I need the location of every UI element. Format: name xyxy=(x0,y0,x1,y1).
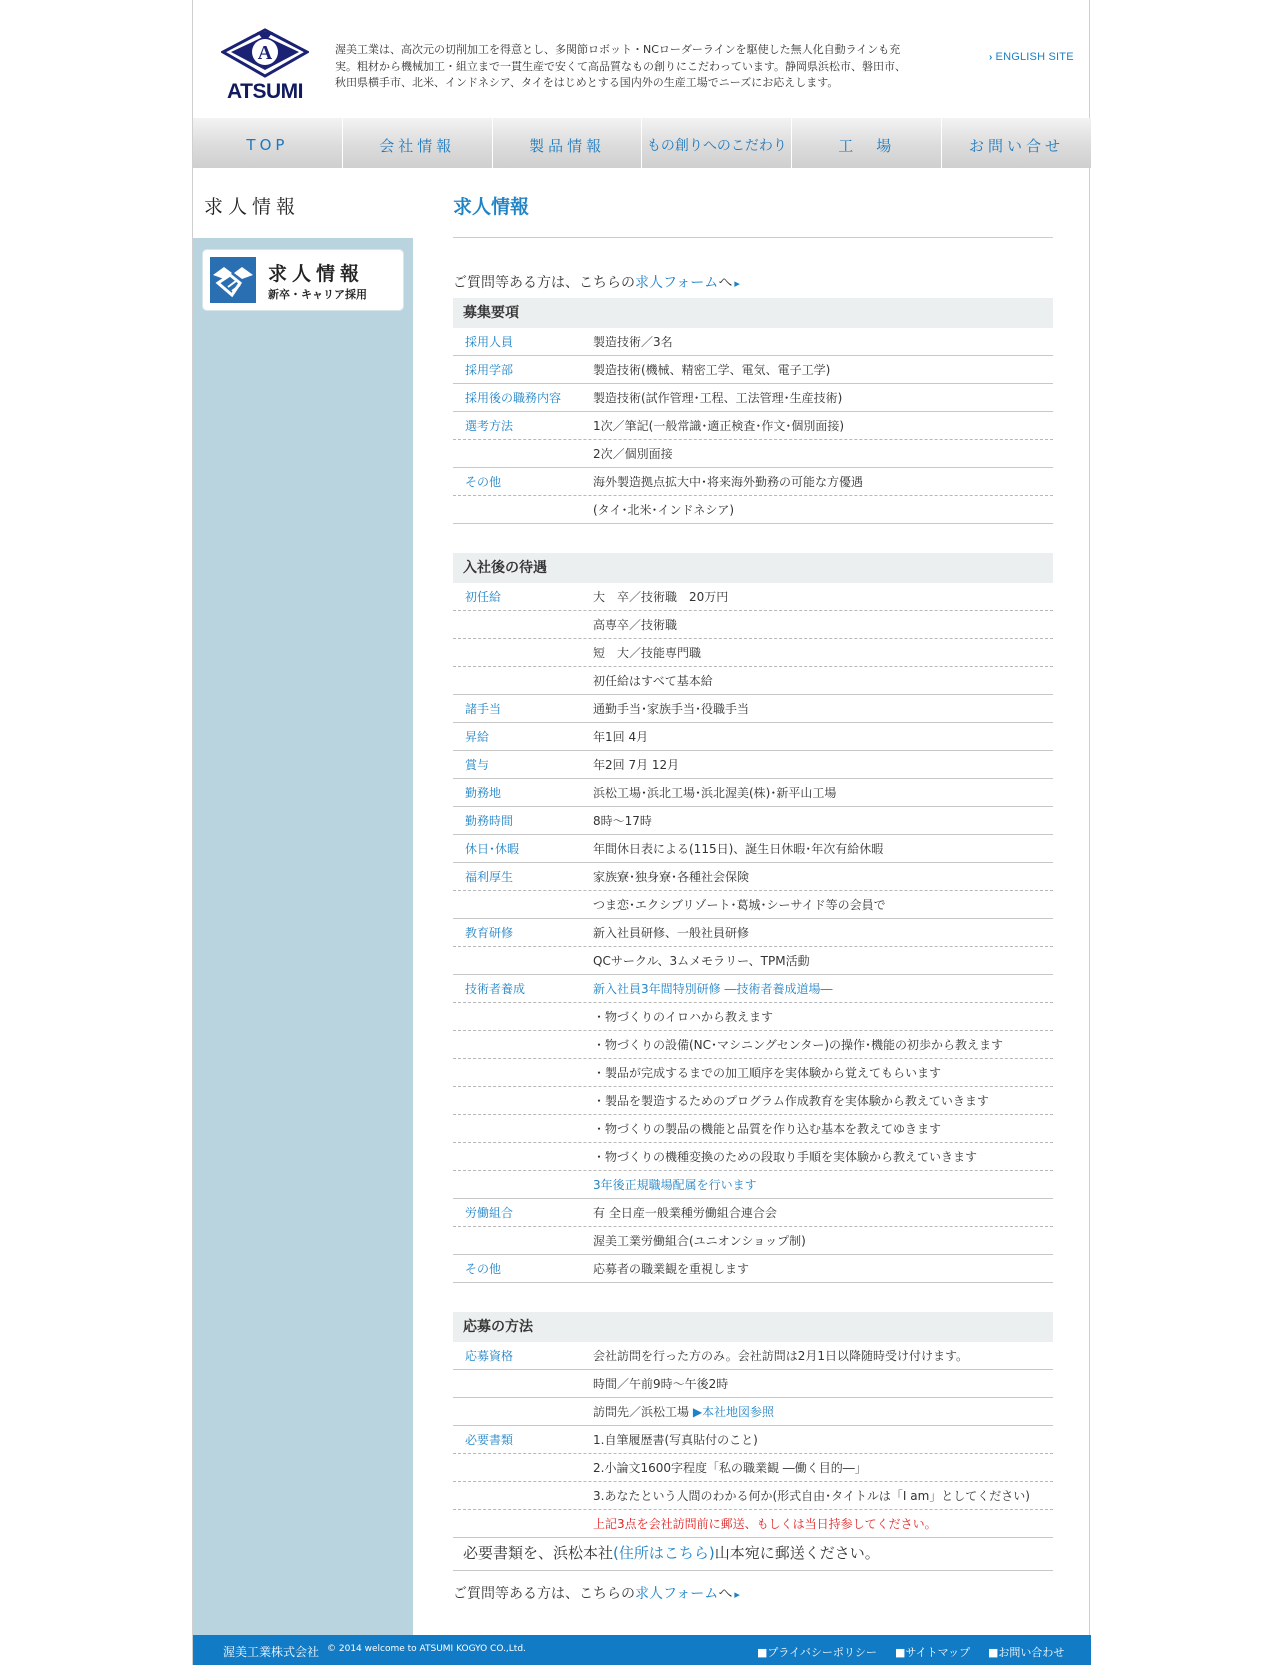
table-row xyxy=(453,496,1053,524)
footer-copyright: © 2014 welcome to ATSUMI KOGYO CO.,Ltd. xyxy=(327,1644,526,1654)
row-value-text: 会社訪問を行った方のみ。会社訪問は2月1日以降随時受け付けます。 xyxy=(593,1349,969,1363)
table-row xyxy=(453,1426,1053,1454)
table-row xyxy=(453,1171,1053,1199)
row-value-text: 3.あなたという人間のわかる何か(形式自由･タイトルは「I am」としてください) xyxy=(593,1489,1030,1503)
table-row xyxy=(453,328,1053,356)
address-link[interactable]: (住所はこちら) xyxy=(613,1544,715,1562)
row-value-text: 浜松工場･浜北工場･浜北渥美(株)･新平山工場 xyxy=(593,786,837,800)
row-value-text: ・物づくりの設備(NC･マシニングセンター)の操作･機能の初歩から教えます xyxy=(593,1038,1004,1052)
row-value xyxy=(593,588,1053,605)
row-value-text: ・物づくりの機種変換のための段取り手順を実体験から教えていきます xyxy=(593,1150,978,1164)
row-value xyxy=(593,1036,1053,1053)
row-value xyxy=(593,1232,1053,1249)
footer-sitemap-link[interactable]: ■サイトマップ xyxy=(895,1646,971,1659)
table-row xyxy=(453,1031,1053,1059)
row-value xyxy=(593,1375,1053,1392)
row-value-text: 通勤手当･家族手当･役職手当 xyxy=(593,702,750,716)
nav-top[interactable]: TOP xyxy=(193,118,343,168)
table-row xyxy=(453,1342,1053,1370)
table-row xyxy=(453,639,1053,667)
recruit-form-link[interactable]: 求人フォーム xyxy=(635,275,719,291)
table-row xyxy=(453,583,1053,611)
arrow-right-icon: ▸ xyxy=(734,1588,740,1601)
table-row xyxy=(453,695,1053,723)
row-value-text: 高専卒／技術職 xyxy=(593,618,678,632)
section-title: 入社後の待遇 xyxy=(453,553,1053,583)
table-row xyxy=(453,1087,1053,1115)
row-value xyxy=(593,445,1053,462)
row-value-text: 有 全日産一般業種労働組合連合会 xyxy=(593,1206,777,1220)
row-value xyxy=(593,361,1053,378)
recruit-banner-title: 求人情報 xyxy=(268,263,365,285)
row-value xyxy=(593,896,1053,913)
row-value-text: 大 卒／技術職 20万円 xyxy=(593,590,729,604)
row-value-text: 応募者の職業観を重視します xyxy=(593,1262,750,1276)
table-row xyxy=(453,1115,1053,1143)
row-value-text: 年2回 7月 12月 xyxy=(593,758,680,772)
row-value-text: 2次／個別面接 xyxy=(593,447,673,461)
table-row xyxy=(453,1482,1053,1510)
row-value xyxy=(593,473,1053,490)
row-label: 教育研修 xyxy=(465,926,514,940)
row-value-text: 製造技術(試作管理･工程、工法管理･生産技術) xyxy=(593,391,843,405)
row-value xyxy=(593,1347,1053,1364)
row-label: その他 xyxy=(465,1262,502,1276)
row-value-text: 製造技術(機械、精密工学、電気、電子工学) xyxy=(593,363,831,377)
row-label: 採用後の職務内容 xyxy=(465,391,562,405)
table-row xyxy=(453,384,1053,412)
row-label: 諸手当 xyxy=(465,702,502,716)
row-value-text: 年間休日表による(115日)、誕生日休暇･年次有給休暇 xyxy=(593,842,884,856)
row-value xyxy=(593,728,1053,745)
nav-contact[interactable]: お問い合せ xyxy=(942,118,1091,168)
table-row xyxy=(453,611,1053,639)
table-row xyxy=(453,1003,1053,1031)
table-row xyxy=(453,667,1053,695)
row-value xyxy=(593,952,1053,969)
table-row xyxy=(453,975,1053,1003)
table-row xyxy=(453,1059,1053,1087)
row-value xyxy=(593,756,1053,773)
row-value xyxy=(593,501,1053,518)
row-value xyxy=(593,1092,1053,1109)
arrow-right-icon: ▸ xyxy=(734,277,740,290)
row-value xyxy=(593,1204,1053,1221)
question-suffix: へ xyxy=(718,275,733,291)
section-rows xyxy=(453,328,1053,524)
row-value xyxy=(593,1176,1053,1193)
atsumi-diamond-icon xyxy=(221,28,309,84)
section-benefits xyxy=(453,553,1053,1283)
section-rows xyxy=(453,1342,1053,1538)
row-value xyxy=(593,1459,1053,1476)
row-value xyxy=(593,700,1053,717)
table-row xyxy=(453,1255,1053,1283)
row-label: 昇給 xyxy=(465,730,490,744)
row-value xyxy=(593,924,1053,941)
row-value xyxy=(593,1260,1053,1277)
row-value xyxy=(593,840,1053,857)
row-value xyxy=(593,417,1053,434)
row-value xyxy=(593,672,1053,689)
row-label: 技術者養成 xyxy=(465,982,526,996)
row-label: 応募資格 xyxy=(465,1349,514,1363)
handshake-icon xyxy=(210,257,256,303)
row-value-text: 製造技術／3名 xyxy=(593,335,673,349)
row-value xyxy=(593,1064,1053,1081)
mail-note-prefix: 必要書類を、浜松本社 xyxy=(463,1544,614,1562)
table-row xyxy=(453,751,1053,779)
row-value xyxy=(593,1008,1053,1025)
row-value xyxy=(593,1487,1053,1504)
map-link[interactable]: ▶本社地図参照 xyxy=(692,1405,775,1419)
footer-company: 渥美工業株式会社 xyxy=(223,1645,320,1659)
row-value-text: 1.自筆履歴書(写真貼付のこと) xyxy=(593,1433,758,1447)
row-value-text: 時間／午前9時～午後2時 xyxy=(593,1377,729,1391)
nav-products[interactable]: 製品情報 xyxy=(493,118,643,168)
row-value-text: 2.小論文1600字程度「私の職業観 ―働く目的―」 xyxy=(593,1461,867,1475)
row-label: 選考方法 xyxy=(465,419,514,433)
row-value-text: 1次／筆記(一般常識･適正検査･作文･個別面接) xyxy=(593,419,844,433)
english-site-link[interactable] xyxy=(989,51,1074,63)
recruit-banner-subtitle: 新卒・キャリア採用 xyxy=(268,288,367,301)
row-label: 初任給 xyxy=(465,590,502,604)
row-label: 採用人員 xyxy=(465,335,514,349)
header xyxy=(193,0,1091,118)
recruit-banner[interactable] xyxy=(203,250,403,310)
row-value xyxy=(593,1148,1053,1165)
sidebar xyxy=(193,238,413,1635)
table-row xyxy=(453,723,1053,751)
question-line-bottom xyxy=(453,1583,740,1603)
row-value-text: ・製品が完成するまでの加工順序を実体験から覚えてもらいます xyxy=(593,1066,942,1080)
table-row xyxy=(453,1398,1053,1426)
row-value xyxy=(593,1120,1053,1137)
table-row xyxy=(453,1199,1053,1227)
section-title: 募集要項 xyxy=(453,298,1053,328)
row-label: その他 xyxy=(465,475,502,489)
table-row xyxy=(453,947,1053,975)
section-title: 応募の方法 xyxy=(453,1312,1053,1342)
footer-privacy-link[interactable]: ■プライバシーポリシー xyxy=(757,1646,877,1659)
row-label: 必要書類 xyxy=(465,1433,514,1447)
section-requirements xyxy=(453,298,1053,524)
row-value-text: 初任給はすべて基本給 xyxy=(593,674,713,688)
english-site-label: ENGLISH SITE xyxy=(995,51,1074,63)
question-prefix: ご質問等ある方は、こちらの xyxy=(453,275,635,291)
company-intro: 渥美工業は、高次元の切削加工を得意とし、多関節ロボット・NCローダーラインを駆使した無人化自動ラインも充実。粗材から機械加工・組立まで一貫生産で安くて高品質なもの創りにこだわっています。静岡県浜松市、磐田市、秋田県横手市、北米、インドネシア、タイをはじめとする国内外の生産工場でニーズにお応えします。 xyxy=(335,43,907,89)
row-label: 労働組合 xyxy=(465,1206,514,1220)
table-row xyxy=(453,891,1053,919)
table-row xyxy=(453,863,1053,891)
row-value-text: 新入社員研修、一般社員研修 xyxy=(593,926,750,940)
mail-note xyxy=(453,1538,1053,1571)
row-value-text: 上記3点を会社訪問前に郵送、もしくは当日持参してください。 xyxy=(593,1517,937,1531)
global-nav xyxy=(193,118,1091,168)
chevron-right-icon: › xyxy=(989,52,993,63)
table-row xyxy=(453,919,1053,947)
table-row xyxy=(453,1510,1053,1538)
table-row xyxy=(453,412,1053,440)
row-value xyxy=(593,868,1053,885)
row-label: 休日･休暇 xyxy=(465,842,520,856)
title-divider xyxy=(453,237,1053,238)
row-label: 勤務時間 xyxy=(465,814,514,828)
row-value xyxy=(593,812,1053,829)
nav-company[interactable]: 会社情報 xyxy=(343,118,493,168)
table-row xyxy=(453,835,1053,863)
row-label: 福利厚生 xyxy=(465,870,514,884)
row-value-text: (タイ･北米･インドネシア) xyxy=(593,503,735,517)
row-value-text: つま恋･エクシブリゾート･葛城･シーサイド等の会員で xyxy=(593,898,886,912)
row-value-text: 3年後正規職場配属を行います xyxy=(593,1178,757,1192)
row-value xyxy=(593,616,1053,633)
row-value-text: ・製品を製造するためのプログラム作成教育を実体験から教えていきます xyxy=(593,1094,989,1108)
logo-text: ATSUMI xyxy=(227,80,303,103)
row-value-text: 家族寮･独身寮･各種社会保険 xyxy=(593,870,750,884)
row-value xyxy=(593,1515,1053,1532)
table-row xyxy=(453,1370,1053,1398)
table-row xyxy=(453,440,1053,468)
row-value-text: 海外製造拠点拡大中･将来海外勤務の可能な方優遇 xyxy=(593,475,864,489)
sidebar-title: 求人情報 xyxy=(204,196,301,218)
question-prefix: ご質問等ある方は、こちらの xyxy=(453,1586,635,1602)
row-value xyxy=(593,1431,1053,1448)
table-row xyxy=(453,356,1053,384)
section-rows xyxy=(453,583,1053,1283)
svg-text:A: A xyxy=(257,42,273,64)
row-value xyxy=(593,784,1053,801)
row-label: 採用学部 xyxy=(465,363,514,377)
row-label: 勤務地 xyxy=(465,786,502,800)
table-row xyxy=(453,779,1053,807)
row-value-text: 訪問先／浜松工場 xyxy=(593,1405,693,1419)
table-row xyxy=(453,1143,1053,1171)
row-value-text: QCサークル、3ムメモラリー、TPM活動 xyxy=(593,954,810,968)
question-line-top xyxy=(453,272,740,292)
mail-note-suffix: 山本宛に郵送ください。 xyxy=(714,1544,880,1562)
section-application xyxy=(453,1312,1053,1538)
row-value xyxy=(593,333,1053,350)
row-value-text: ・物づくりのイロハから教えます xyxy=(593,1010,774,1024)
nav-factory[interactable]: 工 場 xyxy=(792,118,942,168)
row-value-text: 渥美工業労働組合(ユニオンショップ制) xyxy=(593,1234,806,1248)
recruit-form-link[interactable]: 求人フォーム xyxy=(635,1586,719,1602)
page-title: 求人情報 xyxy=(453,196,530,218)
footer-contact-link[interactable]: ■お問い合わせ xyxy=(988,1646,1065,1659)
page xyxy=(192,0,1090,1665)
question-suffix: へ xyxy=(718,1586,733,1602)
table-row xyxy=(453,468,1053,496)
company-logo[interactable] xyxy=(221,28,309,104)
footer xyxy=(193,1635,1091,1665)
row-value xyxy=(593,980,1053,997)
table-row xyxy=(453,1227,1053,1255)
row-label: 賞与 xyxy=(465,758,490,772)
row-value-text: 8時～17時 xyxy=(593,814,652,828)
table-row xyxy=(453,807,1053,835)
row-value-text: ・物づくりの製品の機能と品質を作り込む基本を教えてゆきます xyxy=(593,1122,942,1136)
row-value xyxy=(593,389,1053,406)
row-value xyxy=(593,644,1053,661)
nav-commitment[interactable]: もの創りへのこだわり xyxy=(642,118,792,168)
row-value-text: 年1回 4月 xyxy=(593,730,649,744)
row-value-text: 新入社員3年間特別研修 ―技術者養成道場― xyxy=(593,982,833,996)
row-value-text: 短 大／技能専門職 xyxy=(593,646,702,660)
table-row xyxy=(453,1454,1053,1482)
row-value xyxy=(593,1403,1053,1420)
